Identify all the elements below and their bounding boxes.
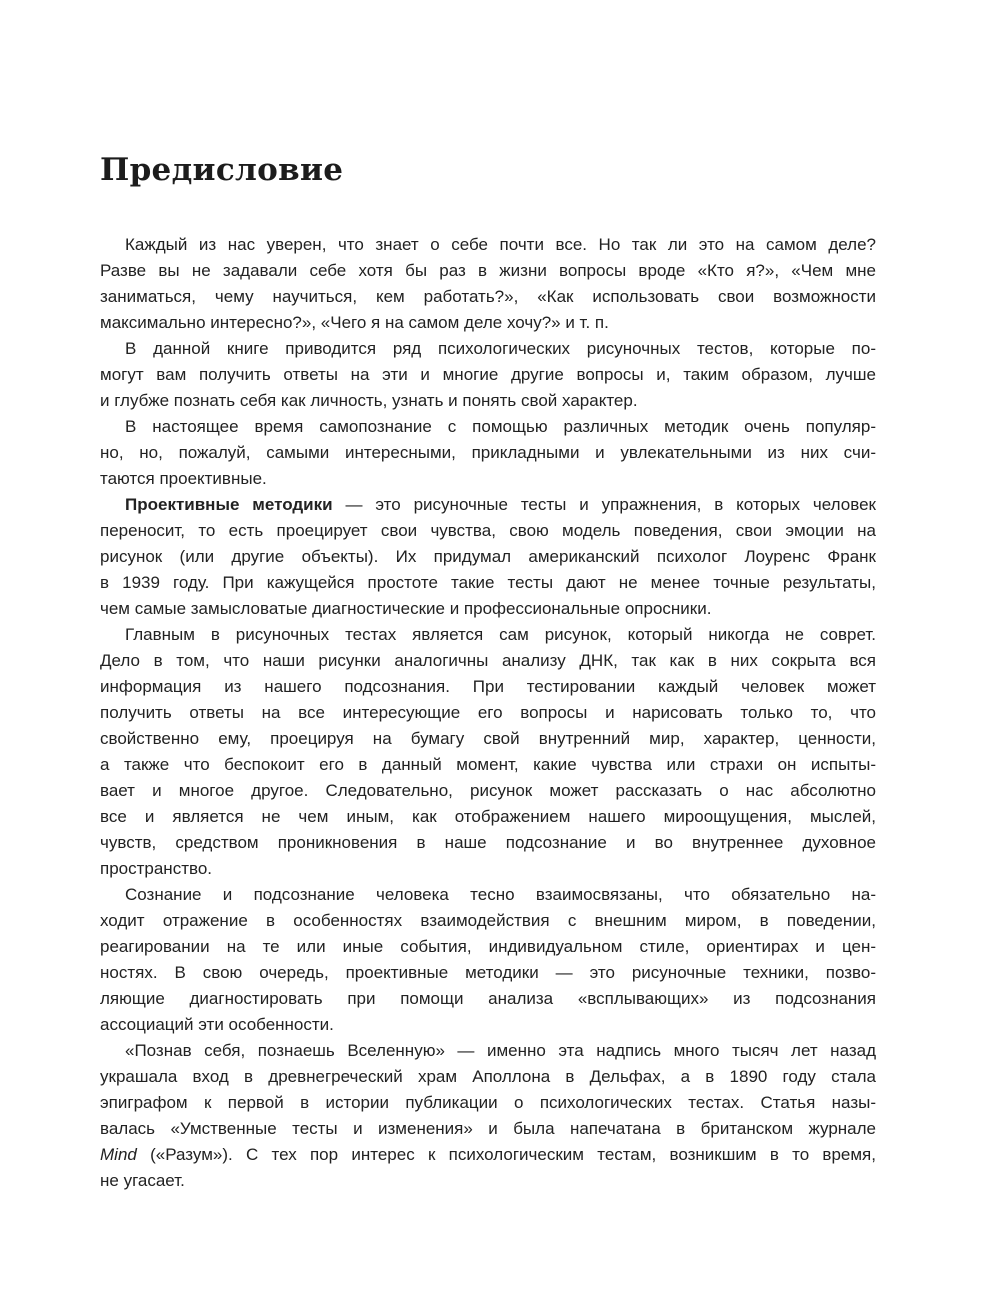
text-line [100, 440, 876, 466]
text-line [100, 1142, 876, 1168]
text-line [100, 362, 876, 388]
text-line [100, 466, 876, 492]
text-segment: Сознание и подсознание человека тесно взаимосвязаны, что обязательно на- [125, 885, 876, 904]
text-segment: — это рисуночные тесты и упражнения, в которых человек [332, 495, 876, 514]
text-segment: а также что беспокоит его в данный момент, какие чувства или страхи он испыты- [100, 755, 876, 774]
page-title: Предисловие [100, 152, 344, 188]
text-line [100, 934, 876, 960]
text-segment: вает и многое другое. Следовательно, рисунок может рассказать о нас абсолютно [100, 781, 876, 800]
italic-term: Mind [100, 1145, 137, 1164]
text-line [100, 388, 876, 414]
paragraph [100, 622, 876, 882]
text-line [100, 856, 876, 882]
text-segment: В данной книге приводится ряд психологических рисуночных тестов, которые по- [125, 339, 876, 358]
text-line [100, 544, 876, 570]
text-segment: рисунок (или другие объекты). Их придумал американский психолог Лоуренс Франк [100, 547, 876, 566]
text-line [100, 336, 876, 362]
text-segment: ходит отражение в особенностях взаимодействия с внешним миром, в поведении, [100, 911, 876, 930]
paragraph [100, 414, 876, 492]
text-line [100, 492, 876, 518]
text-line [100, 414, 876, 440]
text-line [100, 1090, 876, 1116]
text-segment: переносит, то есть проецирует свои чувства, свою модель поведения, свои эмоции на [100, 521, 876, 540]
text-segment: В настоящее время самопознание с помощью различных методик очень популяр- [125, 417, 876, 436]
text-line [100, 232, 876, 258]
text-line [100, 1012, 876, 1038]
text-line [100, 830, 876, 856]
text-line [100, 908, 876, 934]
text-segment: пространство. [100, 859, 213, 878]
text-line [100, 882, 876, 908]
text-segment: но, но, пожалуй, самыми интересными, прикладными и увлекательными из них счи- [100, 443, 876, 462]
text-segment: чувств, средством проникновения в наше подсознание и во внутреннее духовное [100, 833, 876, 852]
text-segment: «Познав себя, познаешь Вселенную» — именно эта надпись много тысяч лет назад [125, 1041, 876, 1060]
text-segment: валась «Умственные тесты и изменения» и была напечатана в британском журнале [100, 1119, 876, 1138]
text-segment: чем самые замысловатые диагностические и профессиональные опросники. [100, 599, 712, 618]
text-segment: Каждый из нас уверен, что знает о себе почти все. Но так ли это на самом деле? [125, 235, 876, 254]
bold-term: Проективные методики [125, 495, 333, 514]
text-segment: не угасает. [100, 1171, 185, 1190]
text-line [100, 726, 876, 752]
text-line [100, 648, 876, 674]
paragraph [100, 492, 876, 622]
text-line [100, 622, 876, 648]
text-line [100, 310, 876, 336]
paragraph [100, 882, 876, 1038]
text-line [100, 752, 876, 778]
text-line [100, 596, 876, 622]
text-segment: свойственно ему, проецируя на бумагу свой внутренний мир, характер, ценности, [100, 729, 876, 748]
text-segment: в 1939 году. При кажущейся простоте такие тесты дают не менее точные результаты, [100, 573, 876, 592]
text-line [100, 1168, 876, 1194]
text-segment: информация из нашего подсознания. При тестировании каждый человек может [100, 677, 876, 696]
text-segment: («Разум»). С тех пор интерес к психологическим тестам, возникшим в то время, [136, 1145, 876, 1164]
text-segment: получить ответы на все интересующие его вопросы и нарисовать только то, что [100, 703, 876, 722]
text-segment: таются проективные. [100, 469, 267, 488]
paragraph [100, 232, 876, 336]
text-segment: ляющие диагностировать при помощи анализа «всплывающих» из подсознания [100, 989, 876, 1008]
text-segment: Дело в том, что наши рисунки аналогичны анализу ДНК, так как в них сокрыта вся [100, 651, 876, 670]
text-segment: максимально интересно?», «Чего я на самом деле хочу?» и т. п. [100, 313, 609, 332]
text-line [100, 804, 876, 830]
text-line [100, 1038, 876, 1064]
text-line [100, 258, 876, 284]
text-segment: украшала вход в древнегреческий храм Аполлона в Дельфах, а в 1890 году стала [100, 1067, 876, 1086]
text-segment: реагировании на те или иные события, индивидуальном стиле, ориентирах и цен- [100, 937, 876, 956]
paragraph [100, 1038, 876, 1194]
text-segment: ностях. В свою очередь, проективные методики — это рисуночные техники, позво- [100, 963, 876, 982]
text-line [100, 1116, 876, 1142]
text-segment: эпиграфом к первой в истории публикации о психологических тестах. Статья назы- [100, 1093, 876, 1112]
text-line [100, 986, 876, 1012]
paragraph [100, 336, 876, 414]
text-line [100, 700, 876, 726]
text-segment: Главным в рисуночных тестах является сам рисунок, который никогда не соврет. [125, 625, 876, 644]
text-segment: Разве вы не задавали себе хотя бы раз в жизни вопросы вроде «Кто я?», «Чем мне [100, 261, 876, 280]
text-segment: ассоциаций эти особенности. [100, 1015, 334, 1034]
text-line [100, 518, 876, 544]
text-line [100, 960, 876, 986]
text-line [100, 674, 876, 700]
text-segment: и глубже познать себя как личность, узнать и понять свой характер. [100, 391, 638, 410]
text-segment: все и является не чем иным, как отображением нашего мироощущения, мыслей, [100, 807, 876, 826]
text-line [100, 778, 876, 804]
text-line [100, 284, 876, 310]
text-segment: могут вам получить ответы на эти и многие другие вопросы и, таким образом, лучше [100, 365, 876, 384]
text-line [100, 1064, 876, 1090]
text-line [100, 570, 876, 596]
document-body [100, 232, 876, 1194]
text-segment: заниматься, чему научиться, кем работать?», «Как использовать свои возможности [100, 287, 876, 306]
